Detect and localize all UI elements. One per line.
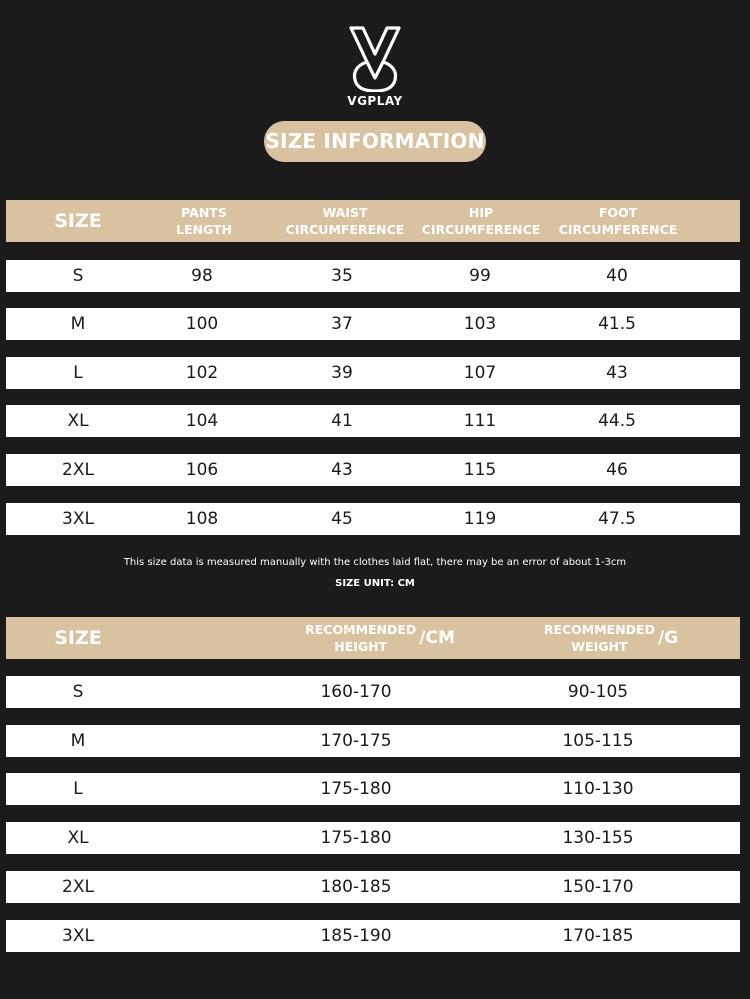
- header-line: PANTS: [181, 205, 227, 220]
- cell-weight: 90-105: [567, 682, 629, 702]
- brand-name: VGPLAY: [347, 94, 403, 108]
- cell-height: 175-180: [320, 828, 392, 848]
- cell-foot: 44.5: [598, 411, 636, 431]
- cell-pants-length: 104: [185, 411, 219, 431]
- header-line: FOOT: [598, 205, 638, 220]
- cell-weight: 130-155: [562, 828, 634, 848]
- cell-size: 2XL: [62, 460, 94, 480]
- cell-size: XL: [67, 828, 89, 848]
- cell-foot: 41.5: [598, 314, 636, 334]
- weight-unit: /G: [657, 627, 679, 648]
- cell-height: 175-180: [320, 779, 392, 799]
- cell-hip: 107: [463, 363, 497, 383]
- table-row: [6, 822, 740, 854]
- vgplay-v-logo-icon: [347, 24, 403, 92]
- cell-size: M: [70, 731, 86, 751]
- cell-pants-length: 102: [185, 363, 219, 383]
- header-line: HIP: [468, 205, 494, 220]
- cell-foot: 46: [606, 460, 628, 480]
- table-row: [6, 308, 740, 340]
- cell-foot: 47.5: [598, 509, 636, 529]
- cell-hip: 115: [463, 460, 497, 480]
- cell-size: S: [72, 682, 84, 702]
- measurement-note: This size data is measured manually with the clothes laid flat, there may be an error of about 1-3cm: [123, 557, 627, 568]
- header-line: CIRCUMFERENCE: [421, 222, 541, 237]
- brand-logo: [0, 24, 750, 108]
- table-row: [6, 503, 740, 535]
- cell-weight: 170-185: [562, 926, 634, 946]
- header-line: RECOMMENDED: [305, 622, 417, 637]
- table1-header-size: SIZE: [54, 209, 102, 232]
- table1-header-hip: [422, 200, 541, 242]
- cell-height: 180-185: [320, 877, 392, 897]
- table-row: [6, 405, 740, 437]
- table-row: [6, 725, 740, 757]
- header-line: CIRCUMFERENCE: [285, 222, 405, 237]
- header-line: LENGTH: [176, 222, 232, 237]
- cell-waist: 39: [331, 363, 353, 383]
- cell-waist: 45: [331, 509, 353, 529]
- cell-weight: 150-170: [562, 877, 634, 897]
- table2-header-weight: [544, 617, 678, 659]
- height-unit: /CM: [419, 627, 455, 648]
- cell-pants-length: 108: [185, 509, 219, 529]
- cell-foot: 43: [606, 363, 628, 383]
- cell-waist: 37: [331, 314, 353, 334]
- table1-header-pants-length: [176, 200, 232, 242]
- table-row: [6, 920, 740, 952]
- cell-size: L: [73, 363, 83, 383]
- cell-height: 185-190: [320, 926, 392, 946]
- header-line: WEIGHT: [571, 639, 628, 654]
- table1-header: [6, 200, 740, 242]
- cell-pants-length: 100: [185, 314, 219, 334]
- table1-header-waist: [286, 200, 405, 242]
- cell-size: L: [73, 779, 83, 799]
- cell-pants-length: 106: [185, 460, 219, 480]
- header-stack: [544, 621, 655, 655]
- header-line: HEIGHT: [334, 639, 388, 654]
- cell-waist: 41: [331, 411, 353, 431]
- header-stack: [305, 621, 416, 655]
- cell-weight: 110-130: [562, 779, 634, 799]
- table-row: [6, 871, 740, 903]
- page-title: SIZE INFORMATION: [264, 121, 486, 162]
- cell-hip: 103: [463, 314, 497, 334]
- table-row: [6, 260, 740, 292]
- cell-size: S: [72, 266, 84, 286]
- cell-hip: 119: [463, 509, 497, 529]
- cell-size: 3XL: [62, 926, 94, 946]
- cell-hip: 111: [463, 411, 497, 431]
- cell-size: XL: [67, 411, 89, 431]
- cell-weight: 105-115: [562, 731, 634, 751]
- cell-height: 160-170: [320, 682, 392, 702]
- header-line: CIRCUMFERENCE: [558, 222, 678, 237]
- header-line: WAIST: [322, 205, 368, 220]
- table1-header-foot: [559, 200, 678, 242]
- cell-foot: 40: [606, 266, 628, 286]
- cell-waist: 43: [331, 460, 353, 480]
- cell-pants-length: 98: [191, 266, 213, 286]
- table-row: [6, 454, 740, 486]
- cell-size: M: [70, 314, 86, 334]
- table-row: [6, 676, 740, 708]
- cell-hip: 99: [469, 266, 491, 286]
- table2-header: [6, 617, 740, 659]
- table2-header-height: [305, 617, 455, 659]
- table2-header-size: SIZE: [54, 626, 102, 649]
- table-row: [6, 773, 740, 805]
- table-row: [6, 357, 740, 389]
- cell-height: 170-175: [320, 731, 392, 751]
- cell-size: 3XL: [62, 509, 94, 529]
- cell-waist: 35: [331, 266, 353, 286]
- unit-note: SIZE UNIT: CM: [335, 578, 415, 589]
- cell-size: 2XL: [62, 877, 94, 897]
- header-line: RECOMMENDED: [543, 622, 655, 637]
